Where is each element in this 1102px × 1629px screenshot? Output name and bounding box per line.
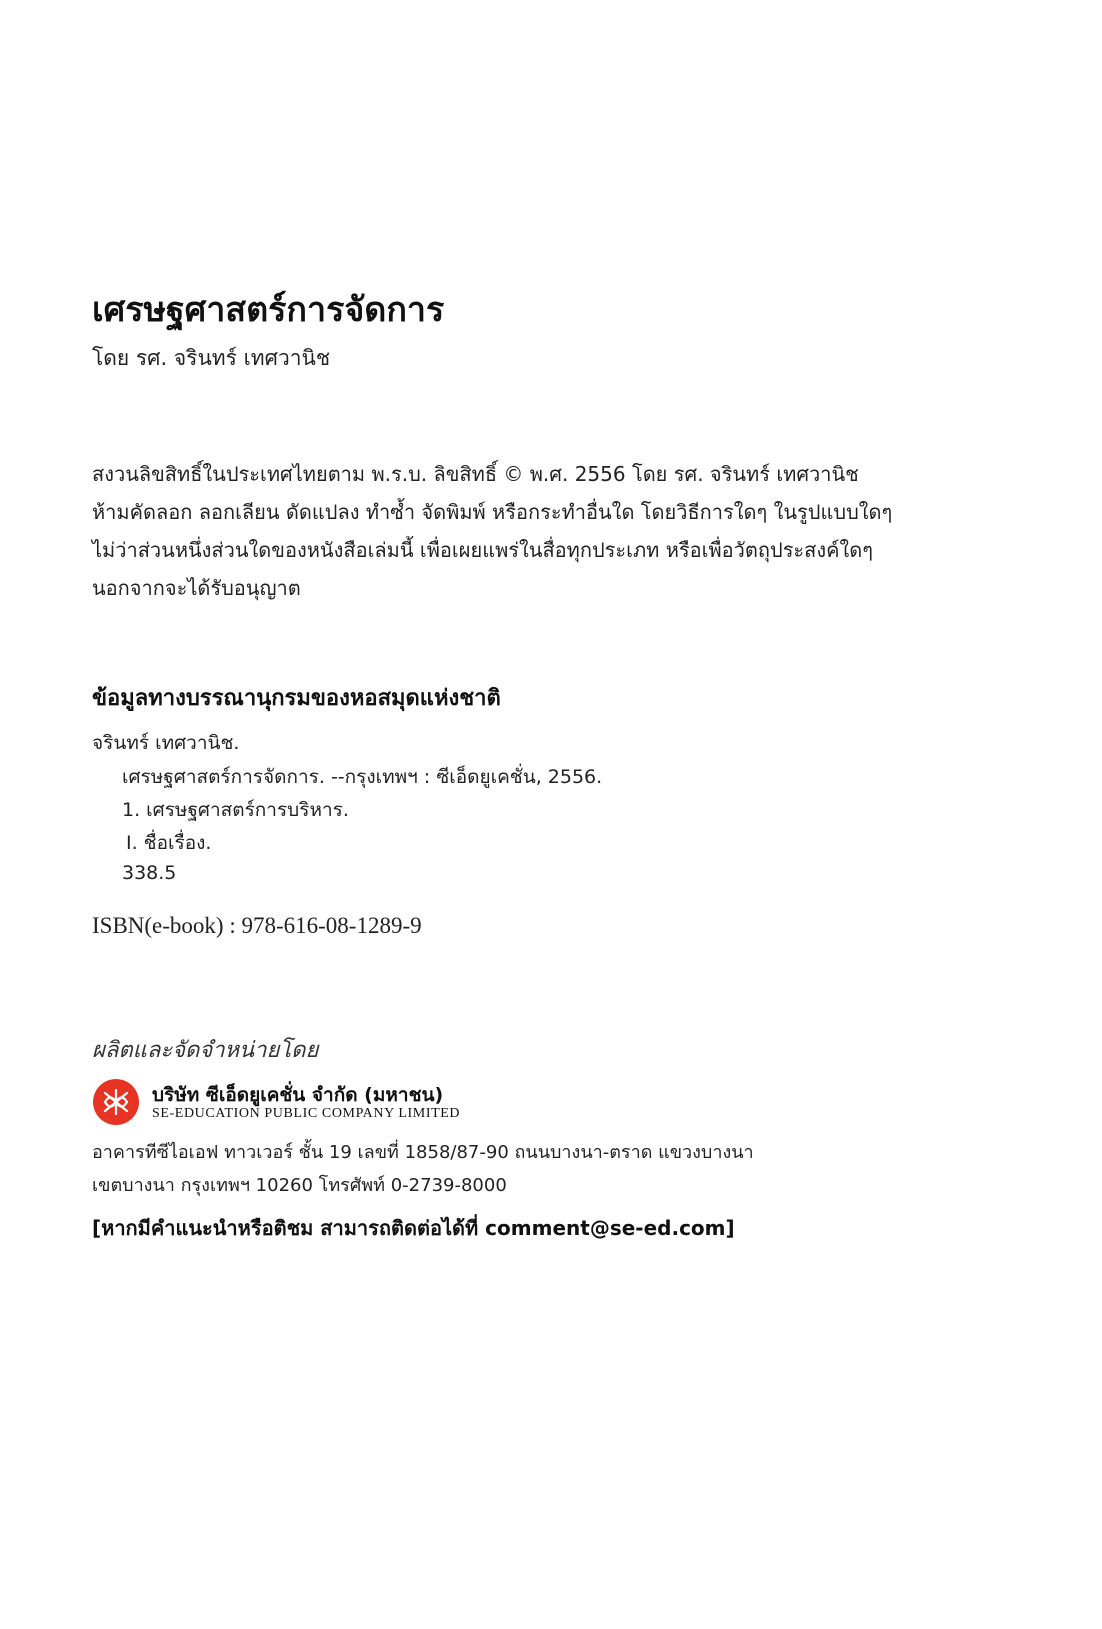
cip-classification: 338.5: [122, 862, 177, 884]
company-name-thai: บริษัท ซีเอ็ดยูเคชั่น จำกัด (มหาชน): [152, 1084, 444, 1106]
copyright-line: ห้ามคัดลอก ลอกเลียน ดัดแปลง ทำซ้ำ จัดพิมพ์ หรือกระทำอื่นใด โดยวิธีการใดๆ ในรูปแบบใดๆ: [92, 500, 893, 524]
company-address: [92, 1136, 754, 1202]
company-name-english: SE-EDUCATION PUBLIC COMPANY LIMITED: [152, 1106, 461, 1121]
address-line: เขตบางนา กรุงเทพฯ 10260 โทรศัพท์ 0-2739-8000: [92, 1175, 507, 1196]
cip-author: จรินทร์ เทศวานิช.: [92, 732, 240, 754]
comment-contact: [หากมีคำแนะนำหรือติชม สามารถติดต่อได้ที่ comment@se-ed.com]: [92, 1216, 735, 1240]
produced-by-label: ผลิตและจัดจำหน่ายโดย: [92, 1038, 319, 1063]
se-ed-logo-icon: [92, 1078, 140, 1126]
book-title: เศรษฐศาสตร์การจัดการ: [92, 290, 445, 330]
cip-subject: 1. เศรษฐศาสตร์การบริหาร.: [122, 799, 349, 821]
copyright-line: สงวนลิขสิทธิ์ในประเทศไทยตาม พ.ร.บ. ลิขสิทธิ์ © พ.ศ. 2556 โดย รศ. จรินทร์ เทศวานิช: [92, 462, 859, 486]
copyright-line: นอกจากจะได้รับอนุญาต: [92, 576, 301, 600]
cip-title-line: เศรษฐศาสตร์การจัดการ. --กรุงเทพฯ : ซีเอ็ดยูเคชั่น, 2556.: [122, 766, 603, 788]
address-line: อาคารทีซีไอเอฟ ทาวเวอร์ ชั้น 19 เลขที่ 1858/87-90 ถนนบางนา-ตราด แขวงบางนา: [92, 1142, 754, 1163]
isbn: ISBN(e-book) : 978-616-08-1289-9: [92, 913, 422, 938]
cip-heading: ข้อมูลทางบรรณานุกรมของหอสมุดแห่งชาติ: [92, 686, 501, 711]
book-byline: โดย รศ. จรินทร์ เทศวานิช: [92, 346, 331, 370]
cip-title-entry: I. ชื่อเรื่อง.: [126, 832, 212, 854]
copyright-notice: [92, 455, 892, 607]
copyright-line: ไม่ว่าส่วนหนึ่งส่วนใดของหนังสือเล่มนี้ เพื่อเผยแพร่ในสื่อทุกประเภท หรือเพื่อวัตถุประสงค์ใดๆ: [92, 538, 874, 562]
